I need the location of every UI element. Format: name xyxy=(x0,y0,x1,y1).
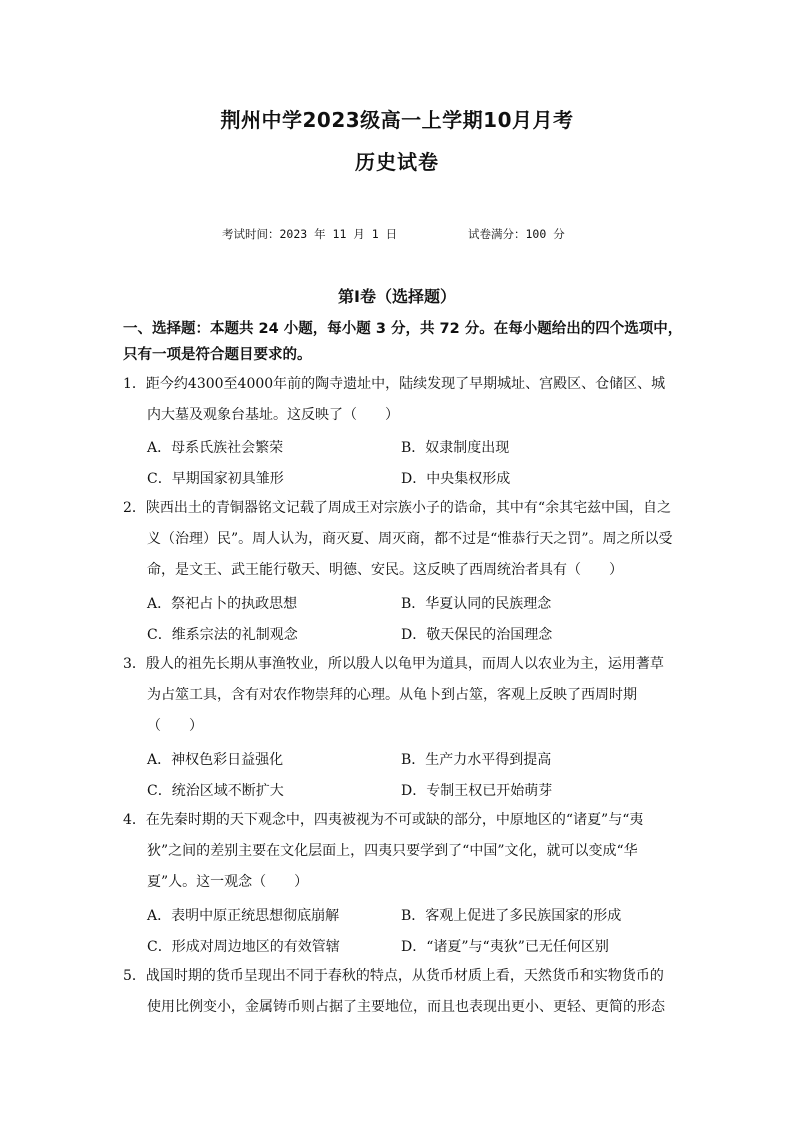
exam-title: 荆州中学2023级高一上学期10月月考 xyxy=(220,108,574,132)
option-d: D．敬天保民的治国理念 xyxy=(401,627,553,643)
volume-heading: 第Ⅰ卷（选择题） xyxy=(338,287,456,306)
question-5 xyxy=(123,961,675,1023)
question-stem: 3．殷人的祖先长期从事渔牧业，所以殷人以龟甲为道具，而周人以农业为主，运用蓍草为占筮工具，含有对农作物崇拜的心理。从龟卜到占筮，客观上反映了西周时期（ ） xyxy=(123,656,664,734)
question-stem: 1．距今约4300至4000年前的陶寺遗址中，陆续发现了早期城址、宫殿区、仓储区、城内大墓及观象台基址。这反映了（ ） xyxy=(123,376,666,423)
option-b: B．奴隶制度出现 xyxy=(401,440,510,456)
option-b: B．生产力水平得到提高 xyxy=(401,752,552,768)
question-stem: 2．陕西出土的青铜器铭文记载了周成王对宗族小子的诰命，其中有“余其宅兹中国，自之义（治理）民”。周人认为，商灭夏、周灭商，都不过是“惟恭行天之罚”。周之所以受命，是文王、武王能行敬天、明德、安民。这反映了西周统治者具有（ ） xyxy=(123,500,673,578)
option-d: D．“诸夏”与“夷狄”已无任何区别 xyxy=(401,939,609,955)
question-1 xyxy=(123,369,675,431)
option-b: B．客观上促进了多民族国家的形成 xyxy=(401,908,622,924)
option-c: C．统治区域不断扩大 xyxy=(147,783,284,799)
option-c: C．形成对周边地区的有效管辖 xyxy=(147,939,340,955)
question-stem: 4．在先秦时期的天下观念中，四夷被视为不可或缺的部分，中原地区的“诸夏”与“夷狄”之间的差别主要在文化层面上，四夷只要学到了“中国”文化，就可以变成“华夏”人。这一观念（ ） xyxy=(123,812,644,890)
option-b: B．华夏认同的民族理念 xyxy=(401,596,552,612)
question-2 xyxy=(123,493,675,586)
question-stem: 5．战国时期的货币呈现出不同于春秋的特点，从货币材质上看，天然货币和实物货币的使用比例变小，金属铸币则占据了主要地位，而且也表现出更小、更轻、更简的形态 xyxy=(123,968,665,1015)
option-a: A．表明中原正统思想彻底崩解 xyxy=(147,908,340,924)
option-a: A．神权色彩日益强化 xyxy=(147,752,284,768)
subject-title: 历史试卷 xyxy=(355,150,439,174)
option-a: A．祭祀占卜的执政思想 xyxy=(147,596,298,612)
section-instructions: 一、选择题：本题共 24 小题，每小题 3 分，共 72 分。在每小题给出的四个选项中，只有一项是符合题目要求的。 xyxy=(123,321,683,363)
question-4 xyxy=(123,805,675,898)
option-c: C．维系宗法的礼制观念 xyxy=(147,627,298,643)
exam-time: 考试时间：2023 年 11 月 1 日 xyxy=(222,227,398,241)
option-d: D．专制王权已开始萌芽 xyxy=(401,783,553,799)
option-d: D．中央集权形成 xyxy=(401,471,511,487)
question-3 xyxy=(123,649,675,742)
option-a: A．母系氏族社会繁荣 xyxy=(147,440,284,456)
option-c: C．早期国家初具雏形 xyxy=(147,471,284,487)
full-score: 试卷满分：100 分 xyxy=(468,227,565,241)
